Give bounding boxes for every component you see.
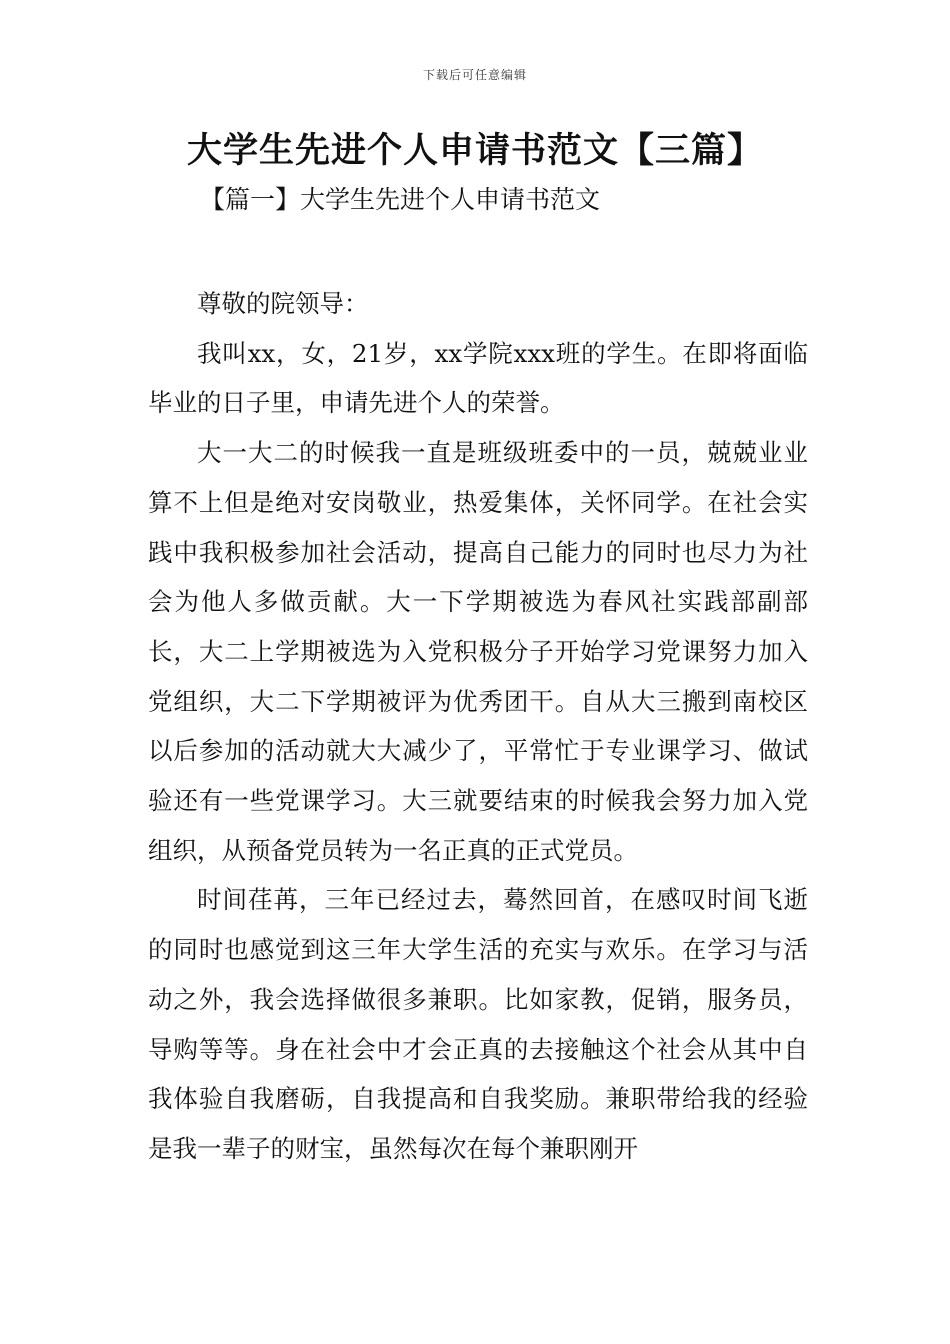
salutation: 尊敬的院领导： (197, 289, 369, 318)
section-title: 【篇一】大学生先进个人申请书范文 (200, 185, 601, 214)
paragraph-2: 大一大二的时候我一直是班级班委中的一员，兢兢业业算不上但是绝对安岗敬业，热爱集体，关怀同学。在社会实践中我积极参加社会活动，提高自己能力的同时也尽力为社会为他人多做贡献。大一下学期被选为春风社实践部副部长，大二上学期被选为入党积极分子开始学习党课努力加入党组织，大二下学期被评为优秀团干。自从大三搬到南校区以后参加的活动就大大减少了，平常忙于专业课学习、做试验还有一些党课学习。大三就要结束的时候我会努力加入党组织，从预备党员转为一名正真的正式党员。 (148, 438, 808, 865)
paragraph-3: 时间荏苒，三年已经过去，蓦然回首，在感叹时间飞逝的同时也感觉到这三年大学生活的充实与欢乐。在学习与活动之外，我会选择做很多兼职。比如家教，促销，服务员，导购等等。身在社会中才会正真的去接触这个社会从其中自我体验自我磨砺，自我提高和自我奖励。兼职带给我的经验是我一辈子的财宝，虽然每次在每个兼职刚开 (148, 885, 808, 1163)
document-body (148, 279, 808, 1174)
header-note: 下载后可任意编辑 (422, 68, 527, 82)
paragraph-1: 我叫xx，女，21岁，xx学院xxx班的学生。在即将面临毕业的日子里，申请先进个人的荣誉。 (148, 338, 808, 418)
document-title: 大学生先进个人申请书范文【三篇】 (186, 131, 763, 171)
